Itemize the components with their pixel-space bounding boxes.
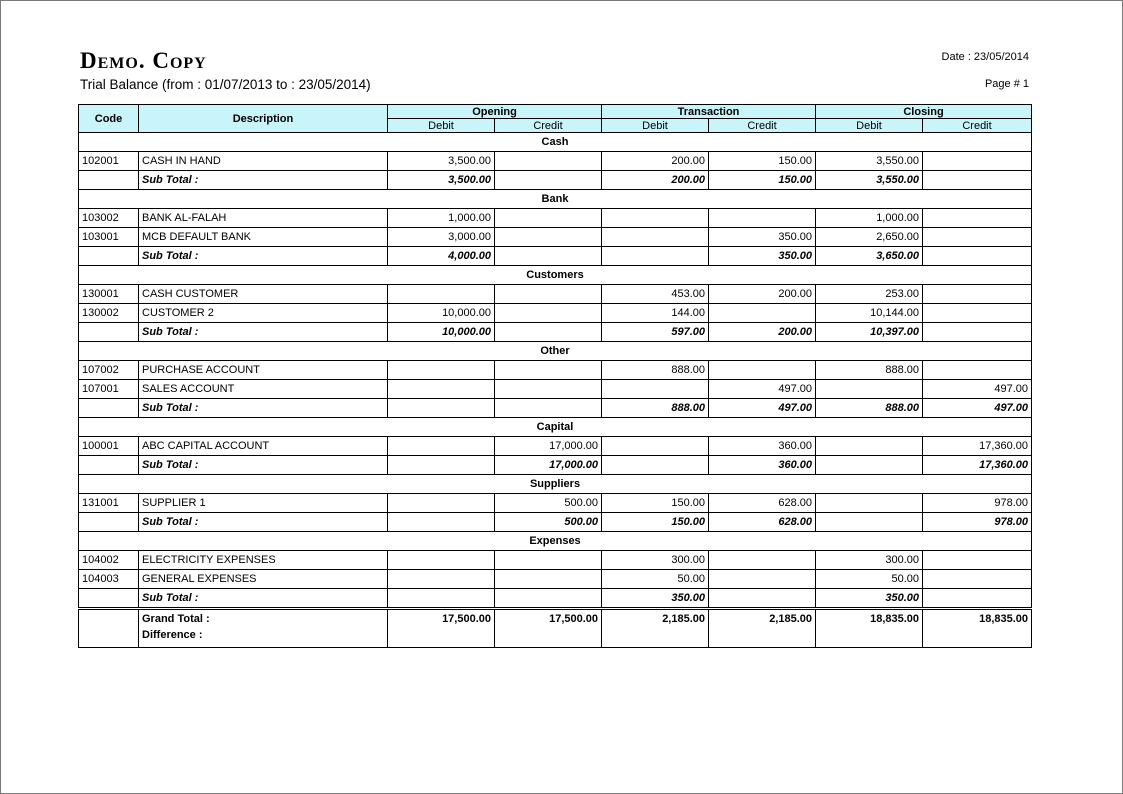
closing-credit: 17,360.00: [923, 437, 1032, 456]
subtotal-row: [79, 323, 1032, 342]
subtotal-row: [79, 171, 1032, 190]
account-row: [79, 437, 1032, 456]
subtotal-opening-credit: [495, 247, 602, 266]
transaction-credit: 497.00: [709, 380, 816, 399]
closing-credit: [923, 228, 1032, 247]
subtotal-closing-credit: 17,360.00: [923, 456, 1032, 475]
subtotal-code: [79, 589, 139, 609]
closing-debit: 10,144.00: [816, 304, 923, 323]
opening-credit: [495, 285, 602, 304]
subtotal-opening-debit: 4,000.00: [388, 247, 495, 266]
group-name: Other: [79, 342, 1032, 361]
account-code: 103001: [79, 228, 139, 247]
subtotal-transaction-debit: 888.00: [602, 399, 709, 418]
column-description-header: Description: [139, 105, 388, 133]
transaction-credit: 150.00: [709, 152, 816, 171]
transaction-credit: 628.00: [709, 494, 816, 513]
transaction-debit: 888.00: [602, 361, 709, 380]
subtotal-opening-debit: [388, 513, 495, 532]
closing-debit: 3,550.00: [816, 152, 923, 171]
opening-credit: [495, 551, 602, 570]
closing-credit-header: Credit: [923, 119, 1032, 133]
subtotal-closing-debit: 10,397.00: [816, 323, 923, 342]
subtotal-transaction-debit: 150.00: [602, 513, 709, 532]
group-name: Capital: [79, 418, 1032, 437]
closing-debit: [816, 380, 923, 399]
subtotal-closing-credit: [923, 323, 1032, 342]
subtotal-opening-credit: [495, 589, 602, 609]
group-header-row: [79, 133, 1032, 152]
account-code: 130002: [79, 304, 139, 323]
group-name: Cash: [79, 133, 1032, 152]
closing-debit: 50.00: [816, 570, 923, 589]
account-description: ELECTRICITY EXPENSES: [139, 551, 388, 570]
group-header-row: [79, 342, 1032, 361]
subtotal-code: [79, 171, 139, 190]
transaction-credit-header: Credit: [709, 119, 816, 133]
subtotal-transaction-debit: [602, 247, 709, 266]
subtotal-closing-credit: 978.00: [923, 513, 1032, 532]
subtotal-row: [79, 247, 1032, 266]
difference-label: Difference :: [142, 629, 203, 641]
trial-balance-body: [79, 133, 1032, 609]
account-description: CUSTOMER 2: [139, 304, 388, 323]
account-code: 103002: [79, 209, 139, 228]
account-row: [79, 209, 1032, 228]
subtotal-opening-debit: [388, 399, 495, 418]
opening-debit: 3,000.00: [388, 228, 495, 247]
opening-debit: [388, 494, 495, 513]
account-description: SUPPLIER 1: [139, 494, 388, 513]
subtotal-label: Sub Total :: [139, 399, 388, 418]
subtotal-transaction-credit: 360.00: [709, 456, 816, 475]
account-description: ABC CAPITAL ACCOUNT: [139, 437, 388, 456]
opening-debit: 10,000.00: [388, 304, 495, 323]
opening-credit: [495, 152, 602, 171]
report-date: Date : 23/05/2014: [941, 51, 1029, 63]
closing-credit: [923, 304, 1032, 323]
group-header-row: [79, 532, 1032, 551]
subtotal-code: [79, 399, 139, 418]
subtotal-transaction-credit: [709, 589, 816, 609]
subtotal-row: [79, 456, 1032, 475]
opening-debit: [388, 570, 495, 589]
subtotal-transaction-credit: 497.00: [709, 399, 816, 418]
account-description: MCB DEFAULT BANK: [139, 228, 388, 247]
trial-balance-table: [78, 104, 1032, 648]
subtotal-opening-debit: 10,000.00: [388, 323, 495, 342]
closing-credit: [923, 209, 1032, 228]
transaction-credit: [709, 361, 816, 380]
subtotal-closing-debit: [816, 456, 923, 475]
account-code: 107002: [79, 361, 139, 380]
closing-debit: 253.00: [816, 285, 923, 304]
transaction-credit: 350.00: [709, 228, 816, 247]
closing-credit: [923, 551, 1032, 570]
subtotal-code: [79, 247, 139, 266]
transaction-debit: 453.00: [602, 285, 709, 304]
grand-total-transaction-debit: 2,185.00: [602, 609, 709, 648]
account-row: [79, 285, 1032, 304]
subtotal-closing-debit: 350.00: [816, 589, 923, 609]
transaction-credit: [709, 304, 816, 323]
subtotal-row: [79, 513, 1032, 532]
subtotal-transaction-credit: 200.00: [709, 323, 816, 342]
account-row: [79, 152, 1032, 171]
group-header-row: [79, 190, 1032, 209]
subtotal-code: [79, 456, 139, 475]
transaction-debit-header: Debit: [602, 119, 709, 133]
subtotal-opening-credit: [495, 323, 602, 342]
opening-credit: 17,000.00: [495, 437, 602, 456]
transaction-debit: [602, 228, 709, 247]
subtotal-closing-debit: 888.00: [816, 399, 923, 418]
subtotal-transaction-debit: [602, 456, 709, 475]
group-name: Expenses: [79, 532, 1032, 551]
subtotal-opening-debit: [388, 589, 495, 609]
account-code: 107001: [79, 380, 139, 399]
subtotal-closing-credit: [923, 247, 1032, 266]
closing-debit: 888.00: [816, 361, 923, 380]
opening-credit: [495, 304, 602, 323]
page-number: Page # 1: [984, 78, 1029, 90]
group-header-row: [79, 266, 1032, 285]
account-row: [79, 551, 1032, 570]
transaction-debit: 200.00: [602, 152, 709, 171]
account-description: SALES ACCOUNT: [139, 380, 388, 399]
subtotal-transaction-debit: 200.00: [602, 171, 709, 190]
column-opening-header: Opening: [388, 105, 602, 119]
subtotal-closing-debit: [816, 513, 923, 532]
grand-total-label: Grand Total :: [142, 613, 210, 625]
account-row: [79, 570, 1032, 589]
closing-debit-header: Debit: [816, 119, 923, 133]
subtotal-opening-credit: 17,000.00: [495, 456, 602, 475]
account-code: 100001: [79, 437, 139, 456]
grand-total-opening-credit: 17,500.00: [495, 609, 602, 648]
transaction-debit: 144.00: [602, 304, 709, 323]
transaction-credit: [709, 570, 816, 589]
subtotal-transaction-credit: 350.00: [709, 247, 816, 266]
subtotal-closing-credit: [923, 589, 1032, 609]
subtotal-transaction-debit: 597.00: [602, 323, 709, 342]
opening-debit: 3,500.00: [388, 152, 495, 171]
subtotal-label: Sub Total :: [139, 171, 388, 190]
transaction-debit: 50.00: [602, 570, 709, 589]
opening-debit: [388, 437, 495, 456]
account-description: PURCHASE ACCOUNT: [139, 361, 388, 380]
opening-credit: [495, 361, 602, 380]
opening-credit: 500.00: [495, 494, 602, 513]
account-description: CASH IN HAND: [139, 152, 388, 171]
opening-debit: [388, 551, 495, 570]
column-transaction-header: Transaction: [602, 105, 816, 119]
group-header-row: [79, 418, 1032, 437]
account-code: 104002: [79, 551, 139, 570]
opening-debit: [388, 361, 495, 380]
grand-total-code: [79, 609, 139, 648]
subtotal-closing-credit: 497.00: [923, 399, 1032, 418]
account-code: 102001: [79, 152, 139, 171]
account-code: 131001: [79, 494, 139, 513]
account-code: 130001: [79, 285, 139, 304]
subtotal-transaction-debit: 350.00: [602, 589, 709, 609]
subtotal-transaction-credit: 150.00: [709, 171, 816, 190]
opening-credit-header: Credit: [495, 119, 602, 133]
report-title: Trial Balance (from : 01/07/2013 to : 23/05/2014): [80, 77, 371, 92]
closing-credit: [923, 361, 1032, 380]
subtotal-row: [79, 589, 1032, 609]
column-closing-header: Closing: [816, 105, 1032, 119]
subtotal-opening-debit: 3,500.00: [388, 171, 495, 190]
subtotal-opening-credit: [495, 171, 602, 190]
closing-debit: 2,650.00: [816, 228, 923, 247]
subtotal-opening-debit: [388, 456, 495, 475]
transaction-debit: 300.00: [602, 551, 709, 570]
subtotal-closing-debit: 3,550.00: [816, 171, 923, 190]
account-description: GENERAL EXPENSES: [139, 570, 388, 589]
grand-total-closing-credit: 18,835.00: [923, 609, 1032, 648]
group-header-row: [79, 475, 1032, 494]
closing-credit: [923, 152, 1032, 171]
subtotal-row: [79, 399, 1032, 418]
subtotal-opening-credit: [495, 399, 602, 418]
transaction-credit: [709, 551, 816, 570]
grand-total-row: [79, 609, 1032, 648]
subtotal-label: Sub Total :: [139, 247, 388, 266]
transaction-debit: [602, 209, 709, 228]
grand-total-opening-debit: 17,500.00: [388, 609, 495, 648]
grand-total-transaction-credit: 2,185.00: [709, 609, 816, 648]
subtotal-closing-debit: 3,650.00: [816, 247, 923, 266]
opening-debit: [388, 380, 495, 399]
closing-credit: 978.00: [923, 494, 1032, 513]
closing-credit: 497.00: [923, 380, 1032, 399]
subtotal-code: [79, 513, 139, 532]
opening-debit: 1,000.00: [388, 209, 495, 228]
closing-credit: [923, 570, 1032, 589]
transaction-debit: [602, 380, 709, 399]
grand-total-closing-debit: 18,835.00: [816, 609, 923, 648]
transaction-credit: 360.00: [709, 437, 816, 456]
account-row: [79, 304, 1032, 323]
account-code: 104003: [79, 570, 139, 589]
transaction-debit: 150.00: [602, 494, 709, 513]
opening-credit: [495, 209, 602, 228]
company-name: Demo. Copy: [80, 48, 207, 73]
closing-debit: 300.00: [816, 551, 923, 570]
group-name: Bank: [79, 190, 1032, 209]
subtotal-code: [79, 323, 139, 342]
account-description: CASH CUSTOMER: [139, 285, 388, 304]
transaction-credit: [709, 209, 816, 228]
closing-debit: [816, 494, 923, 513]
subtotal-label: Sub Total :: [139, 589, 388, 609]
account-description: BANK AL-FALAH: [139, 209, 388, 228]
account-row: [79, 228, 1032, 247]
transaction-debit: [602, 437, 709, 456]
closing-debit: [816, 437, 923, 456]
opening-debit: [388, 285, 495, 304]
grand-total-label-cell: [139, 609, 388, 648]
opening-credit: [495, 380, 602, 399]
account-row: [79, 494, 1032, 513]
transaction-credit: 200.00: [709, 285, 816, 304]
opening-credit: [495, 570, 602, 589]
opening-debit-header: Debit: [388, 119, 495, 133]
column-code-header: Code: [79, 105, 139, 133]
account-row: [79, 361, 1032, 380]
subtotal-closing-credit: [923, 171, 1032, 190]
subtotal-label: Sub Total :: [139, 323, 388, 342]
subtotal-label: Sub Total :: [139, 513, 388, 532]
group-name: Suppliers: [79, 475, 1032, 494]
opening-credit: [495, 228, 602, 247]
subtotal-label: Sub Total :: [139, 456, 388, 475]
subtotal-opening-credit: 500.00: [495, 513, 602, 532]
account-row: [79, 380, 1032, 399]
group-name: Customers: [79, 266, 1032, 285]
closing-credit: [923, 285, 1032, 304]
subtotal-transaction-credit: 628.00: [709, 513, 816, 532]
closing-debit: 1,000.00: [816, 209, 923, 228]
